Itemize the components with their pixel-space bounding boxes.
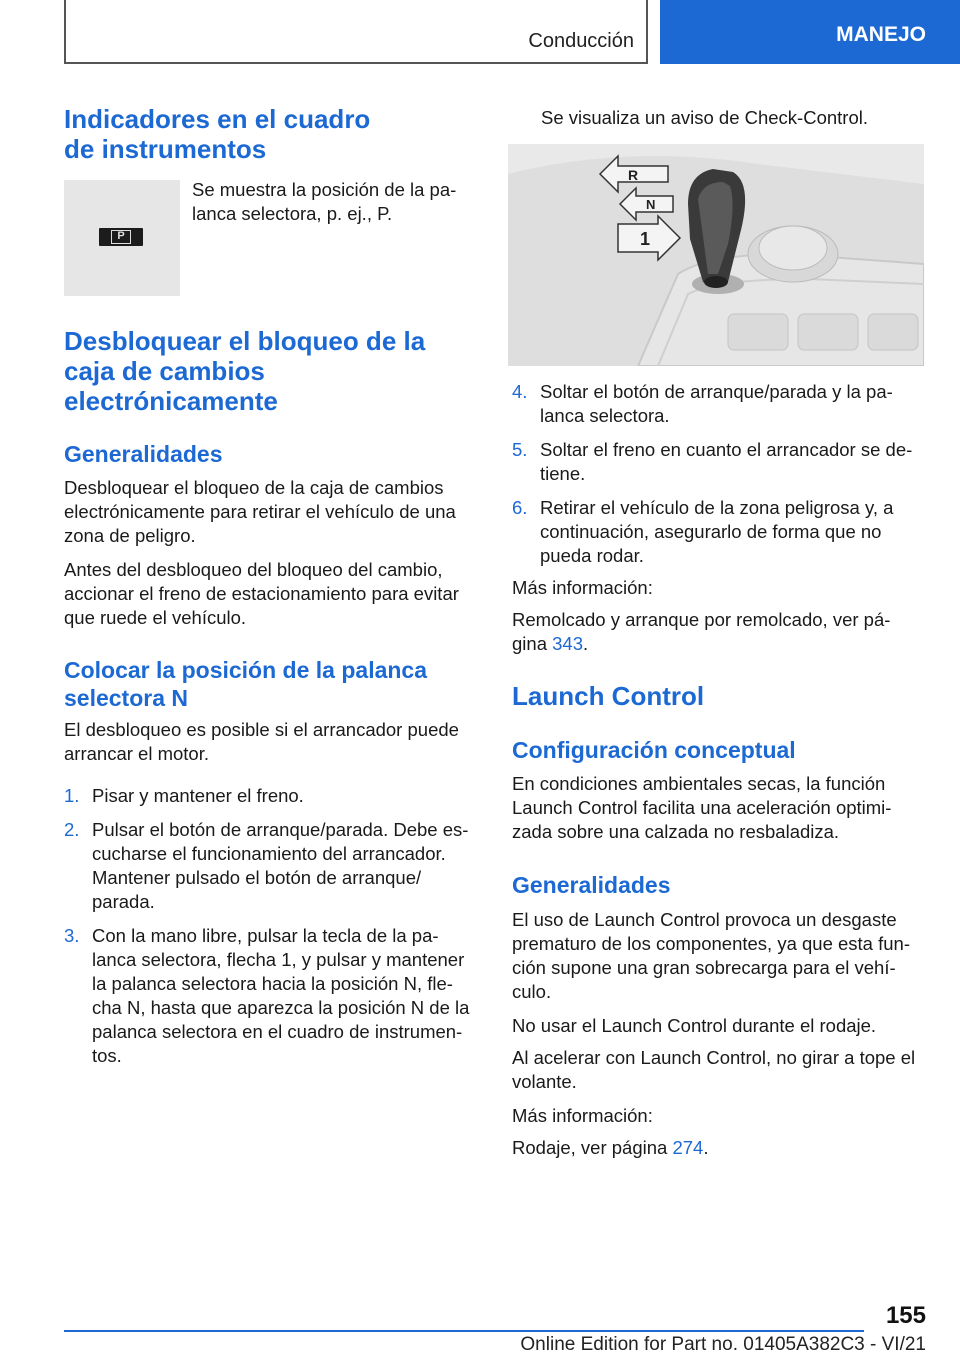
position-paragraph <box>64 718 484 766</box>
step-number: 3. <box>64 925 80 946</box>
general-subheading-right: Generalidades <box>512 872 671 898</box>
general-p1-line-1: Desbloquear el bloqueo de la caja de cambios <box>64 477 444 498</box>
gen-p1-line-2: prematuro de los componentes, ya que esta fun‐ <box>512 933 910 954</box>
indicator-description <box>192 178 482 226</box>
step-3-line-5: palanca selectora en el cuadro de instrumen‐ <box>92 1021 463 1042</box>
step-3-line-6: tos. <box>92 1045 122 1066</box>
list-item <box>64 924 484 1068</box>
step-3-line-4: cha N, hasta que aparezca la posición N de la <box>92 997 470 1018</box>
indicator-description-line-2: lanca selectora, p. ej., P. <box>192 203 393 224</box>
indicators-heading <box>64 104 484 164</box>
unlock-heading-line-3: electrónicamente <box>64 386 278 416</box>
indicator-description-line-1: Se muestra la posición de la pa‐ <box>192 179 457 200</box>
step-2-line-1: Pulsar el botón de arranque/parada. Debe es‐ <box>92 819 469 840</box>
general-p2-line-2: accionar el freno de estacionamiento para evitar <box>64 583 459 604</box>
step-number: 5. <box>512 439 528 460</box>
step-5-line-1: Soltar el freno en cuanto el arrancador se de‐ <box>540 439 913 460</box>
running-in-reference <box>512 1136 708 1160</box>
edition-note: Online Edition for Part no. 01405A382C3 - VI/21 <box>520 1334 926 1355</box>
steps-list-left <box>64 784 484 1068</box>
check-control-text: Se visualiza un aviso de Check-Control. <box>541 107 868 128</box>
general-right-paragraph-3 <box>512 1046 932 1094</box>
general-paragraph-1 <box>64 476 484 548</box>
launch-control-heading: Launch Control <box>512 681 705 711</box>
gen-p1-line-3: ción supone una gran sobrecarga para el vehí‐ <box>512 957 896 978</box>
tow-suffix: . <box>583 633 589 654</box>
step-2-line-4: parada. <box>92 891 155 912</box>
position-subheading-line-2: selectora N <box>64 685 189 711</box>
step-number: 6. <box>512 497 528 518</box>
step-2-line-3: Mantener pulsado el botón de arranque/ <box>92 867 422 888</box>
list-item <box>64 818 484 914</box>
gear-selector-illustration <box>508 144 924 366</box>
position-subheading <box>64 656 484 712</box>
step-6-line-1: Retirar el vehículo de la zona peligrosa y, a <box>540 497 894 518</box>
tow-paragraph <box>512 608 932 656</box>
general-p2-line-3: que ruede el vehículo. <box>64 607 247 628</box>
gen-p3-line-2: volante. <box>512 1071 577 1092</box>
step-1-line-1: Pisar y mantener el freno. <box>92 785 304 806</box>
position-subheading-line-1: Colocar la posición de la palanca <box>64 657 428 683</box>
general-right-paragraph-2: No usar el Launch Control durante el rodaje. <box>512 1015 877 1036</box>
list-item <box>512 380 932 428</box>
step-3-line-1: Con la mano libre, pulsar la tecla de la pa‐ <box>92 925 439 946</box>
label-r: R <box>628 167 639 183</box>
general-p2-line-1: Antes del desbloqueo del bloqueo del cambio, <box>64 559 443 580</box>
gen-p3-line-1: Al acelerar con Launch Control, no girar a tope el <box>512 1047 916 1068</box>
list-item <box>64 784 484 808</box>
step-4-line-2: lanca selectora. <box>540 405 670 426</box>
step-number: 2. <box>64 819 80 840</box>
tow-prefix: gina <box>512 633 553 654</box>
running-in-suffix: . <box>703 1137 709 1158</box>
indicator-image <box>64 180 180 296</box>
gear-selector-svg <box>508 144 924 366</box>
concept-subheading: Configuración conceptual <box>512 737 796 763</box>
list-item <box>512 496 932 568</box>
step-6-line-3: pueda rodar. <box>540 545 644 566</box>
step-6-line-2: continuación, asegurarlo de forma que no <box>540 521 882 542</box>
label-1: 1 <box>640 229 651 249</box>
step-4-line-1: Soltar el botón de arranque/parada y la pa‐ <box>540 381 893 402</box>
label-n: N <box>646 197 656 212</box>
page-link-343[interactable]: 343 <box>552 633 583 654</box>
concept-line-1: En condiciones ambientales secas, la función <box>512 773 886 794</box>
general-subheading: Generalidades <box>64 441 223 467</box>
indicators-heading-line-2: de instrumentos <box>64 134 267 164</box>
position-p-line-1: El desbloqueo es posible si el arrancador puede <box>64 719 459 740</box>
position-p-line-2: arrancar el motor. <box>64 743 209 764</box>
header-divider-right <box>646 0 648 64</box>
tow-line-1: Remolcado y arranque por remolcado, ver pá‐ <box>512 609 891 630</box>
gear-indicator-icon <box>99 228 143 246</box>
section-label: Conducción <box>528 30 634 52</box>
indicators-heading-line-1: Indicadores en el cuadro <box>64 104 371 134</box>
tow-line-2 <box>512 632 932 656</box>
page-header <box>0 0 960 66</box>
page-link-274[interactable]: 274 <box>672 1137 704 1158</box>
step-number: 4. <box>512 381 528 402</box>
step-2-line-2: cucharse el funcionamiento del arrancador. <box>92 843 446 864</box>
general-paragraph-2 <box>64 558 484 630</box>
step-3-line-3: la palanca selectora hacia la posición N, fle‐ <box>92 973 453 994</box>
concept-line-3: zada sobre una calzada no resbaladiza. <box>512 821 840 842</box>
more-info-label-2: Más información: <box>512 1105 653 1126</box>
steps-list-right <box>512 380 932 568</box>
footer-rule <box>64 1330 864 1332</box>
gear-indicator-label: P <box>111 230 131 244</box>
step-number: 1. <box>64 785 80 806</box>
concept-paragraph <box>512 772 932 844</box>
gen-p1-line-1: El uso de Launch Control provoca un desgaste <box>512 909 897 930</box>
unlock-heading-line-2: caja de cambios <box>64 356 265 386</box>
page-number: 155 <box>885 1302 926 1329</box>
running-in-prefix: Rodaje, ver página <box>512 1137 673 1158</box>
step-3-line-2: lanca selectora, flecha 1, y pulsar y mantener <box>92 949 465 970</box>
more-info-label-1: Más información: <box>512 577 653 598</box>
step-5-line-2: tiene. <box>540 463 586 484</box>
header-divider-left <box>64 0 66 64</box>
list-item <box>512 438 932 486</box>
general-p1-line-2: electrónicamente para retirar el vehículo de una <box>64 501 456 522</box>
unlock-heading-line-1: Desbloquear el bloqueo de la <box>64 326 426 356</box>
gen-p1-line-4: culo. <box>512 981 552 1002</box>
unlock-heading <box>64 326 484 416</box>
concept-line-2: Launch Control facilita una aceleración optimi‐ <box>512 797 892 818</box>
header-divider-bottom <box>64 62 648 64</box>
general-p1-line-3: zona de peligro. <box>64 525 196 546</box>
general-right-paragraph-1 <box>512 908 932 1004</box>
chapter-tab: MANEJO <box>660 0 960 64</box>
